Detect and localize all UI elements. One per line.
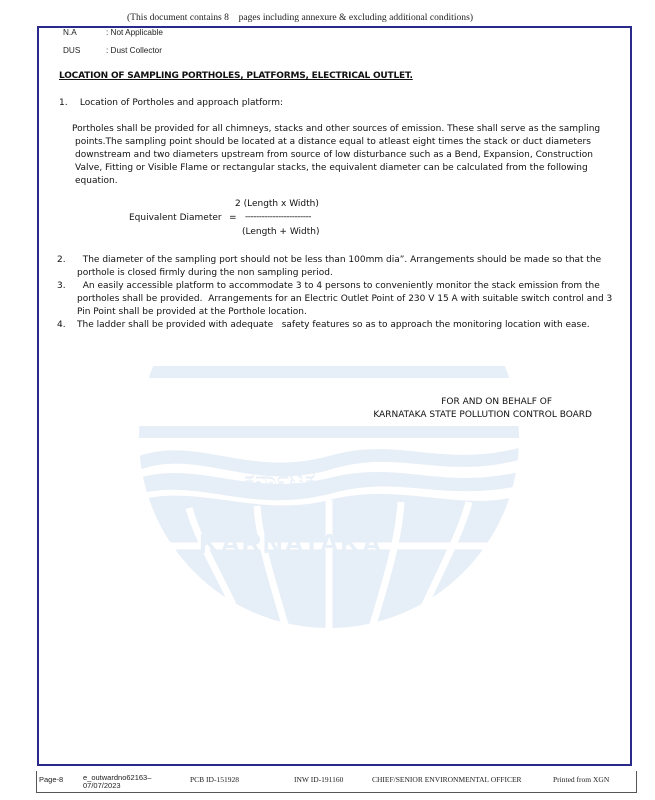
section-heading: LOCATION OF SAMPLING PORTHOLES, PLATFORMS, ELECTRICAL OUTLET. — [59, 71, 413, 81]
porthole-paragraph-text: Portholes shall be provided for all chimneys, stacks and other sources of emission. These shall serve as the sampling points.The sampling point should be located at a distance equal to atleast eight times the stack or duct diameters downstream and two diameters upstream from source of low disturbance such as a Bend, Expansion, Construction Valve, Fitting or Visible Flame or rectangular stacks, the equivalent diameter can be calculated from the following equation. — [72, 124, 601, 186]
watermark-bar-3 — [139, 426, 519, 438]
abbreviation-value: : Dust Collector — [106, 46, 162, 55]
abbreviation-key: DUS — [63, 46, 81, 55]
page-footer — [36, 771, 637, 793]
equation-divider: ------------------------ — [245, 212, 311, 222]
document-content-box — [37, 26, 632, 766]
equation-equals: = — [229, 213, 237, 223]
footer-pcb-id: PCB ID-151928 — [190, 775, 239, 784]
item-number: 1. — [59, 98, 68, 108]
item-1-title — [59, 97, 619, 110]
equation-label: Equivalent Diameter — [129, 213, 222, 223]
list-item-number: 2. — [57, 255, 66, 265]
list-item-text: An easily accessible platform to accommodate 3 to 4 persons to conveniently monitor the stack emission from the portholes shall be provided. Arrangements for an Electric Outlet Point of 230 V 15 A with suitable switch control and 3 Pin Point shall be provided at the Porthole location. — [77, 281, 616, 317]
list-item — [59, 254, 619, 280]
equivalent-diameter-equation — [59, 198, 619, 246]
footer-officer: CHIEF/SENIOR ENVIRONMENTAL OFFICER — [372, 775, 522, 784]
footer-outward-id: e_outwardno62163– — [83, 773, 152, 782]
item-title-text: Location of Portholes and approach platform: — [79, 98, 284, 108]
list-item-number: 3. — [57, 281, 66, 291]
list-item-text: The diameter of the sampling port should not be less than 100mm dia”. Arrangements should be made so that the porthole is closed firmly during the non sampling period. — [77, 255, 605, 278]
section-content — [59, 70, 619, 332]
abbreviation-row — [63, 28, 163, 37]
footer-printed-from: Printed from XGN — [553, 775, 610, 784]
list-item-text: The ladder shall be provided with adequate safety features so as to approach the monitoring location with ease. — [77, 320, 590, 330]
watermark-english-text: KARNATAKA — [199, 528, 383, 559]
list-item — [59, 319, 619, 332]
equation-denominator: (Length + Width) — [242, 227, 320, 237]
watermark-wave-1 — [139, 448, 519, 476]
watermark-wave-2 — [139, 472, 519, 500]
abbreviation-value: : Not Applicable — [106, 28, 163, 37]
footer-outward-number — [83, 774, 151, 790]
watermark-bar-2 — [139, 366, 519, 378]
signature-line-1: FOR AND ON BEHALF OF — [441, 397, 553, 407]
footer-page-number: Page-8 — [39, 775, 64, 784]
document-page-count-note: (This document contains 8 pages including annexure & excluding additional conditions) — [126, 12, 474, 23]
footer-outward-date: 07/07/2023 — [83, 781, 121, 790]
abbreviation-key: N.A — [63, 28, 77, 37]
requirements-list — [59, 254, 619, 332]
signature-line-2: KARNATAKA STATE POLLUTION CONTROL BOARD — [373, 410, 592, 420]
signature-block — [373, 396, 592, 422]
list-item — [59, 280, 619, 319]
footer-inw-id: INW ID-191160 — [294, 775, 344, 784]
abbreviation-row — [63, 46, 162, 55]
equation-numerator: 2 (Length x Width) — [235, 199, 319, 209]
list-item-number: 4. — [57, 320, 66, 330]
porthole-paragraph — [59, 123, 619, 188]
watermark-kannada-text: ಕರ್ನಾಟಕ — [244, 466, 316, 494]
